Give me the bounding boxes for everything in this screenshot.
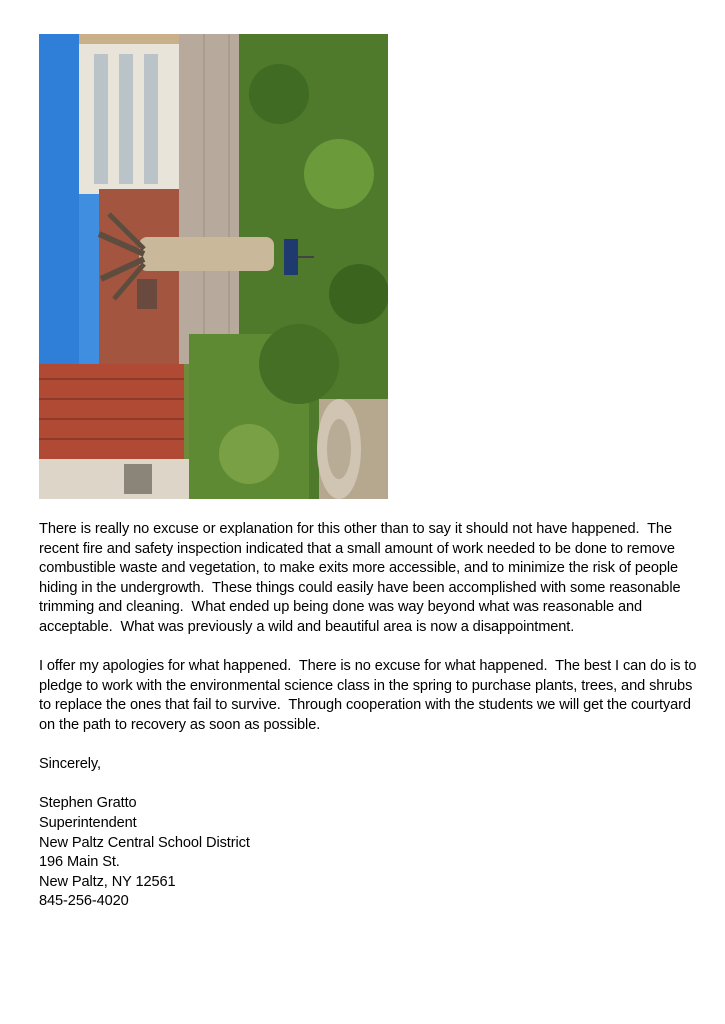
paragraph-1: There is really no excuse or explanation for this other than to say it should not have happened. The recent fire and safety inspection indicated that a small amount of work needed to be done to remove combustible waste and vegetation, to make exits more accessible, and to minimize the risk of people hiding in the undergrowth. These things could easily have been accomplished with some reasonable trimming and cleaning. What ended up being done was way beyond what was reasonable and acceptable. What was previously a wild and beautiful area is now a disappointment.: [39, 521, 685, 635]
letter-body: [39, 520, 699, 912]
address-street: 196 Main St.: [39, 854, 120, 871]
signature-block: [39, 794, 699, 912]
signer-name: Stephen Gratto: [39, 795, 137, 812]
courtyard-photo: [39, 34, 388, 499]
courtyard-photo-drawing: [39, 34, 388, 499]
signer-title: Superintendent: [39, 814, 137, 831]
signer-organization: New Paltz Central School District: [39, 834, 250, 851]
phone-number: 845-256-4020: [39, 893, 129, 910]
address-city: New Paltz, NY 12561: [39, 873, 176, 890]
closing: Sincerely,: [39, 756, 101, 773]
cut-tree-trunk: [139, 237, 274, 271]
garden-sign: [284, 239, 298, 275]
paragraph-2: I offer my apologies for what happened. There is no excuse for what happened. The best I can do is to pledge to work with the environmental science class in the spring to purchase plants, trees, and shrubs to replace the ones that fail to survive. Through cooperation with the students we will get the courtyard on the path to recovery as soon as possible.: [39, 658, 701, 733]
